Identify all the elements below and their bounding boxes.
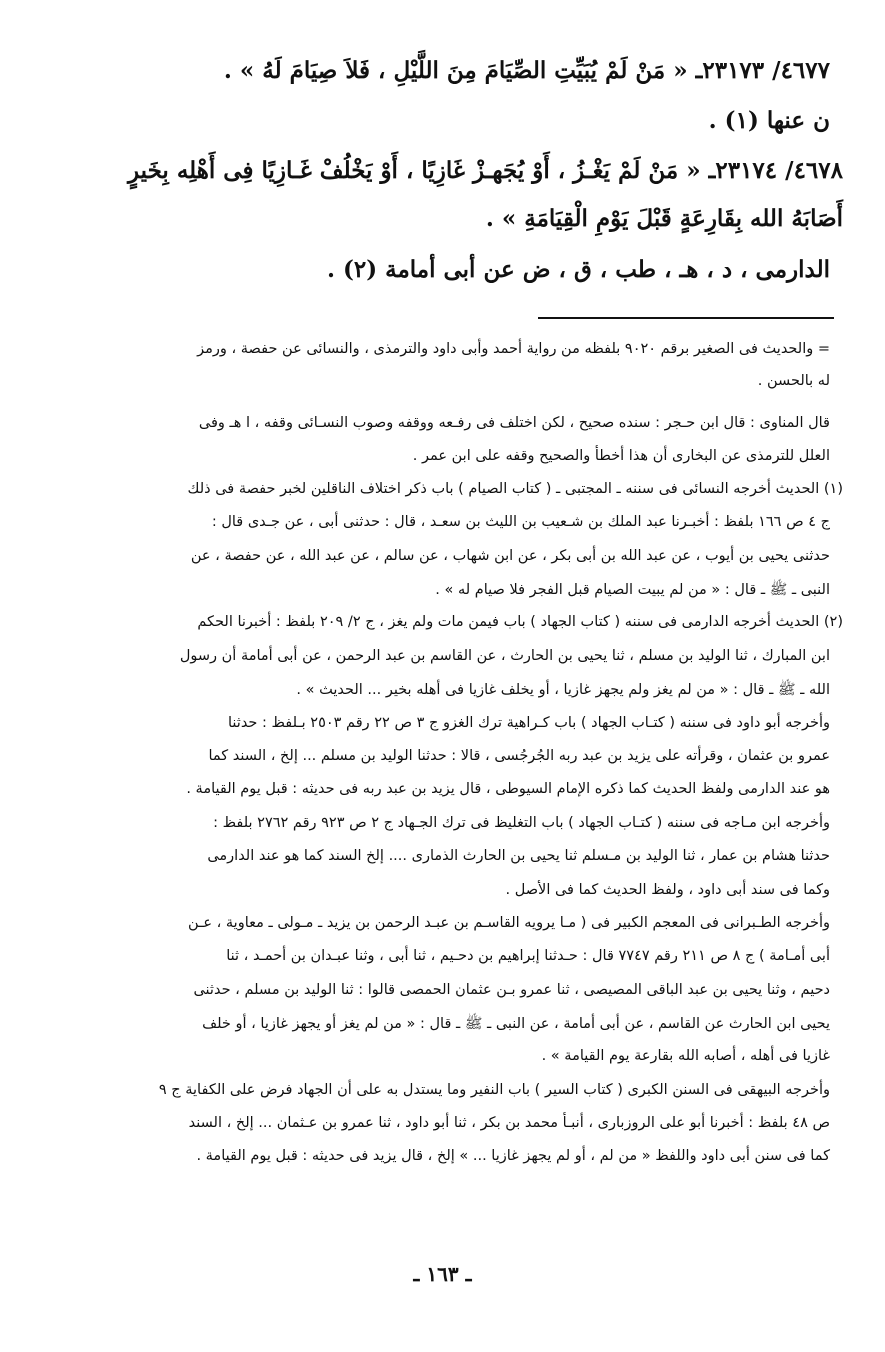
footnote-divider (538, 317, 834, 319)
footnote-2-line: يحيى ابن الحارث عن القاسم ، عن أبى أمامة ، عن النبى ـ ﷺ ـ قال : « من لم يغز أو يجهز غازيا ، أو خلف (202, 1016, 830, 1032)
footnote-2-line: كما فى سنن أبى داود واللفظ « من لم ، أو لم يجهز غازيا ... » إلخ ، قال يزيد فى حديثه : قبل يوم القيامة . (196, 1148, 830, 1164)
footnote-2-line: وكما فى سند أبى داود ، ولفظ الحديث كما فى الأصل . (505, 882, 830, 898)
footnote-2-line: ابن المبارك ، ثنا الوليد بن مسلم ، ثنا يحيى بن الحارث ، عن القاسم بن عبد الرحمن ، عن أبى أمامة أن رسول (179, 648, 830, 664)
footnote-2-line: عمرو بن عثمان ، وقرأته على يزيد بن عبد ربه الجُرجُسى ، قالا : حدثنا الوليد بن مسلم ... إلخ ، السند كما (208, 748, 830, 764)
footnote-2-line: وأخرجه الطـبرانى فى المعجم الكبير فى ( مـا يرويه القاسـم بن عبـد الرحمن بن يزيد ـ مـولى ـ معاوية ، عـن (188, 915, 830, 931)
footnote-line: = والحديث فى الصغير برقم ٩٠٢٠ بلفظه من رواية أحمد وأبى داود والترمذى ، والنسائى عن حفصة ، ورمز (197, 341, 830, 357)
footnote-2-line: وأخرجه أبو داود فى سننه ( كتـاب الجهاد ) باب كـراهية ترك الغزو ج ٣ ص ٢٢ رقم ٢٥٠٣ بـلفظ : حدثنا (227, 715, 830, 731)
footnote-line: قال المناوى : قال ابن حـجر : سنده صحيح ، لكن اختلف فى رفـعه ووقفه وصوب النسـائى وقفه ، ا هـ وفى (198, 415, 830, 431)
footnote-2-line: ص ٤٨ بلفظ : أخبرنا أبو على الروزبارى ، أنبـأ محمد بن بكر ، ثنا أبو داود ، ثنا عمرو بن عـثمان ... إلخ ، السند (188, 1115, 830, 1131)
hadith-4677-source: ن عنها (١) . (708, 107, 830, 134)
footnote-line: له بالحسن . (757, 373, 830, 389)
hadith-4678-line-2: أَصَابَهُ الله بِقَارِعَةٍ قَبْلَ يَوْمِ الْقِيَامَةِ » . (485, 205, 843, 232)
footnote-1-line: ج ٤ ص ١٦٦ بلفظ : أخبـرنا عبد الملك بن شـعيب بن الليث بن سعـد ، قال : حدثنى أبى ، عن جـدى قال : (211, 514, 830, 530)
footnote-1-line: حدثنى يحيى بن أيوب ، عن عبد الله بن أبى بكر ، عن ابن شهاب ، عن سالم ، عن عبد الله ، عن حفصة ، عن (190, 548, 830, 564)
footnote-2-line: وأخرجه ابن مـاجه فى سننه ( كتـاب الجهاد ) باب التغليظ فى ترك الجـهاد ج ٢ ص ٩٢٣ رقم ٢٧٦٢ بلفظ : (213, 815, 830, 831)
footnote-2-line: أبى أمـامة ) ج ٨ ص ٢١١ رقم ٧٧٤٧ قال : حـدثنا إبراهيم بن دحـيم ، ثنا أبى ، وثنا عبـدان بن أحمـد ، ثنا (226, 948, 830, 964)
footnote-2-line: دحيم ، وثنا يحيى بن عبد الباقى المصيصى ، ثنا عمرو بـن عثمان الحمصى قالوا : ثنا الوليد بن مسلم ، حدثنى (193, 982, 830, 998)
hadith-4678-source: الدارمى ، د ، هـ ، طب ، ق ، ض عن أبى أمامة (٢) . (326, 256, 830, 283)
footnote-2-line: غازيا فى أهله ، أصابه الله بقارعة يوم القيامة » . (541, 1048, 830, 1064)
footnote-1-line: (١) الحديث أخرجه النسائى فى سننه ـ المجتبى ـ ( كتاب الصيام ) باب ذكر اختلاف الناقلين لخبر حفصة فى ذلك (187, 481, 843, 497)
footnote-2-line: (٢) الحديث أخرجه الدارمى فى سننه ( كتاب الجهاد ) باب فيمن مات ولم يغز ، ج ٢/ ٢٠٩ بلفظ : أخبرنا الحكم (197, 614, 843, 630)
footnote-2-line: الله ـ ﷺ ـ قال : « من لم يغز ولم يجهز غازيا ، أو يخلف غازيا فى أهله بخير ... الحديث » . (296, 682, 830, 698)
page-number: ـ ١٦٣ ـ (413, 1262, 472, 1286)
footnote-1-line: النبى ـ ﷺ ـ قال : « من لم يبيت الصيام قبل الفجر فلا صيام له » . (435, 582, 830, 598)
hadith-4678-line-1: ٤٦٧٨/ ٢٣١٧٤ـ « مَنْ لَمْ يَغْـزُ ، أَوْ يُجَهـزْ غَازِيًا ، أَوْ يَخْلُفْ غَـازِيًا فِى أَهْلِه بِخَيرٍ (127, 157, 843, 184)
footnote-2-line: هو عند الدارمى ولفظ الحديث كما ذكره الإمام السيوطى ، قال يزيد بن عبد ربه فى حديثه : قبل يوم القيامة . (186, 781, 830, 797)
footnote-2-line: حدثنا هشام بن عمار ، ثنا الوليد بن مـسلم ثنا يحيى بن الحارث الذمارى .... إلخ السند كما هو عند الدارمى (207, 848, 830, 864)
hadith-4677-line: ٤٦٧٧/ ٢٣١٧٣ـ « مَنْ لَمْ يُبَيِّتِ الصِّيَامَ مِنَ اللَّيْلِ ، فَلاَ صِيَامَ لَهُ » . (223, 57, 830, 84)
footnote-line: العلل للترمذى عن البخارى أن هذا أخطأ والصحيح وقفه على ابن عمر . (412, 448, 830, 464)
footnote-2-line: وأخرجه البيهقى فى السنن الكبرى ( كتاب السير ) باب النفير وما يستدل به على أن الجهاد فرض على الكفاية ج ٩ (158, 1082, 830, 1098)
